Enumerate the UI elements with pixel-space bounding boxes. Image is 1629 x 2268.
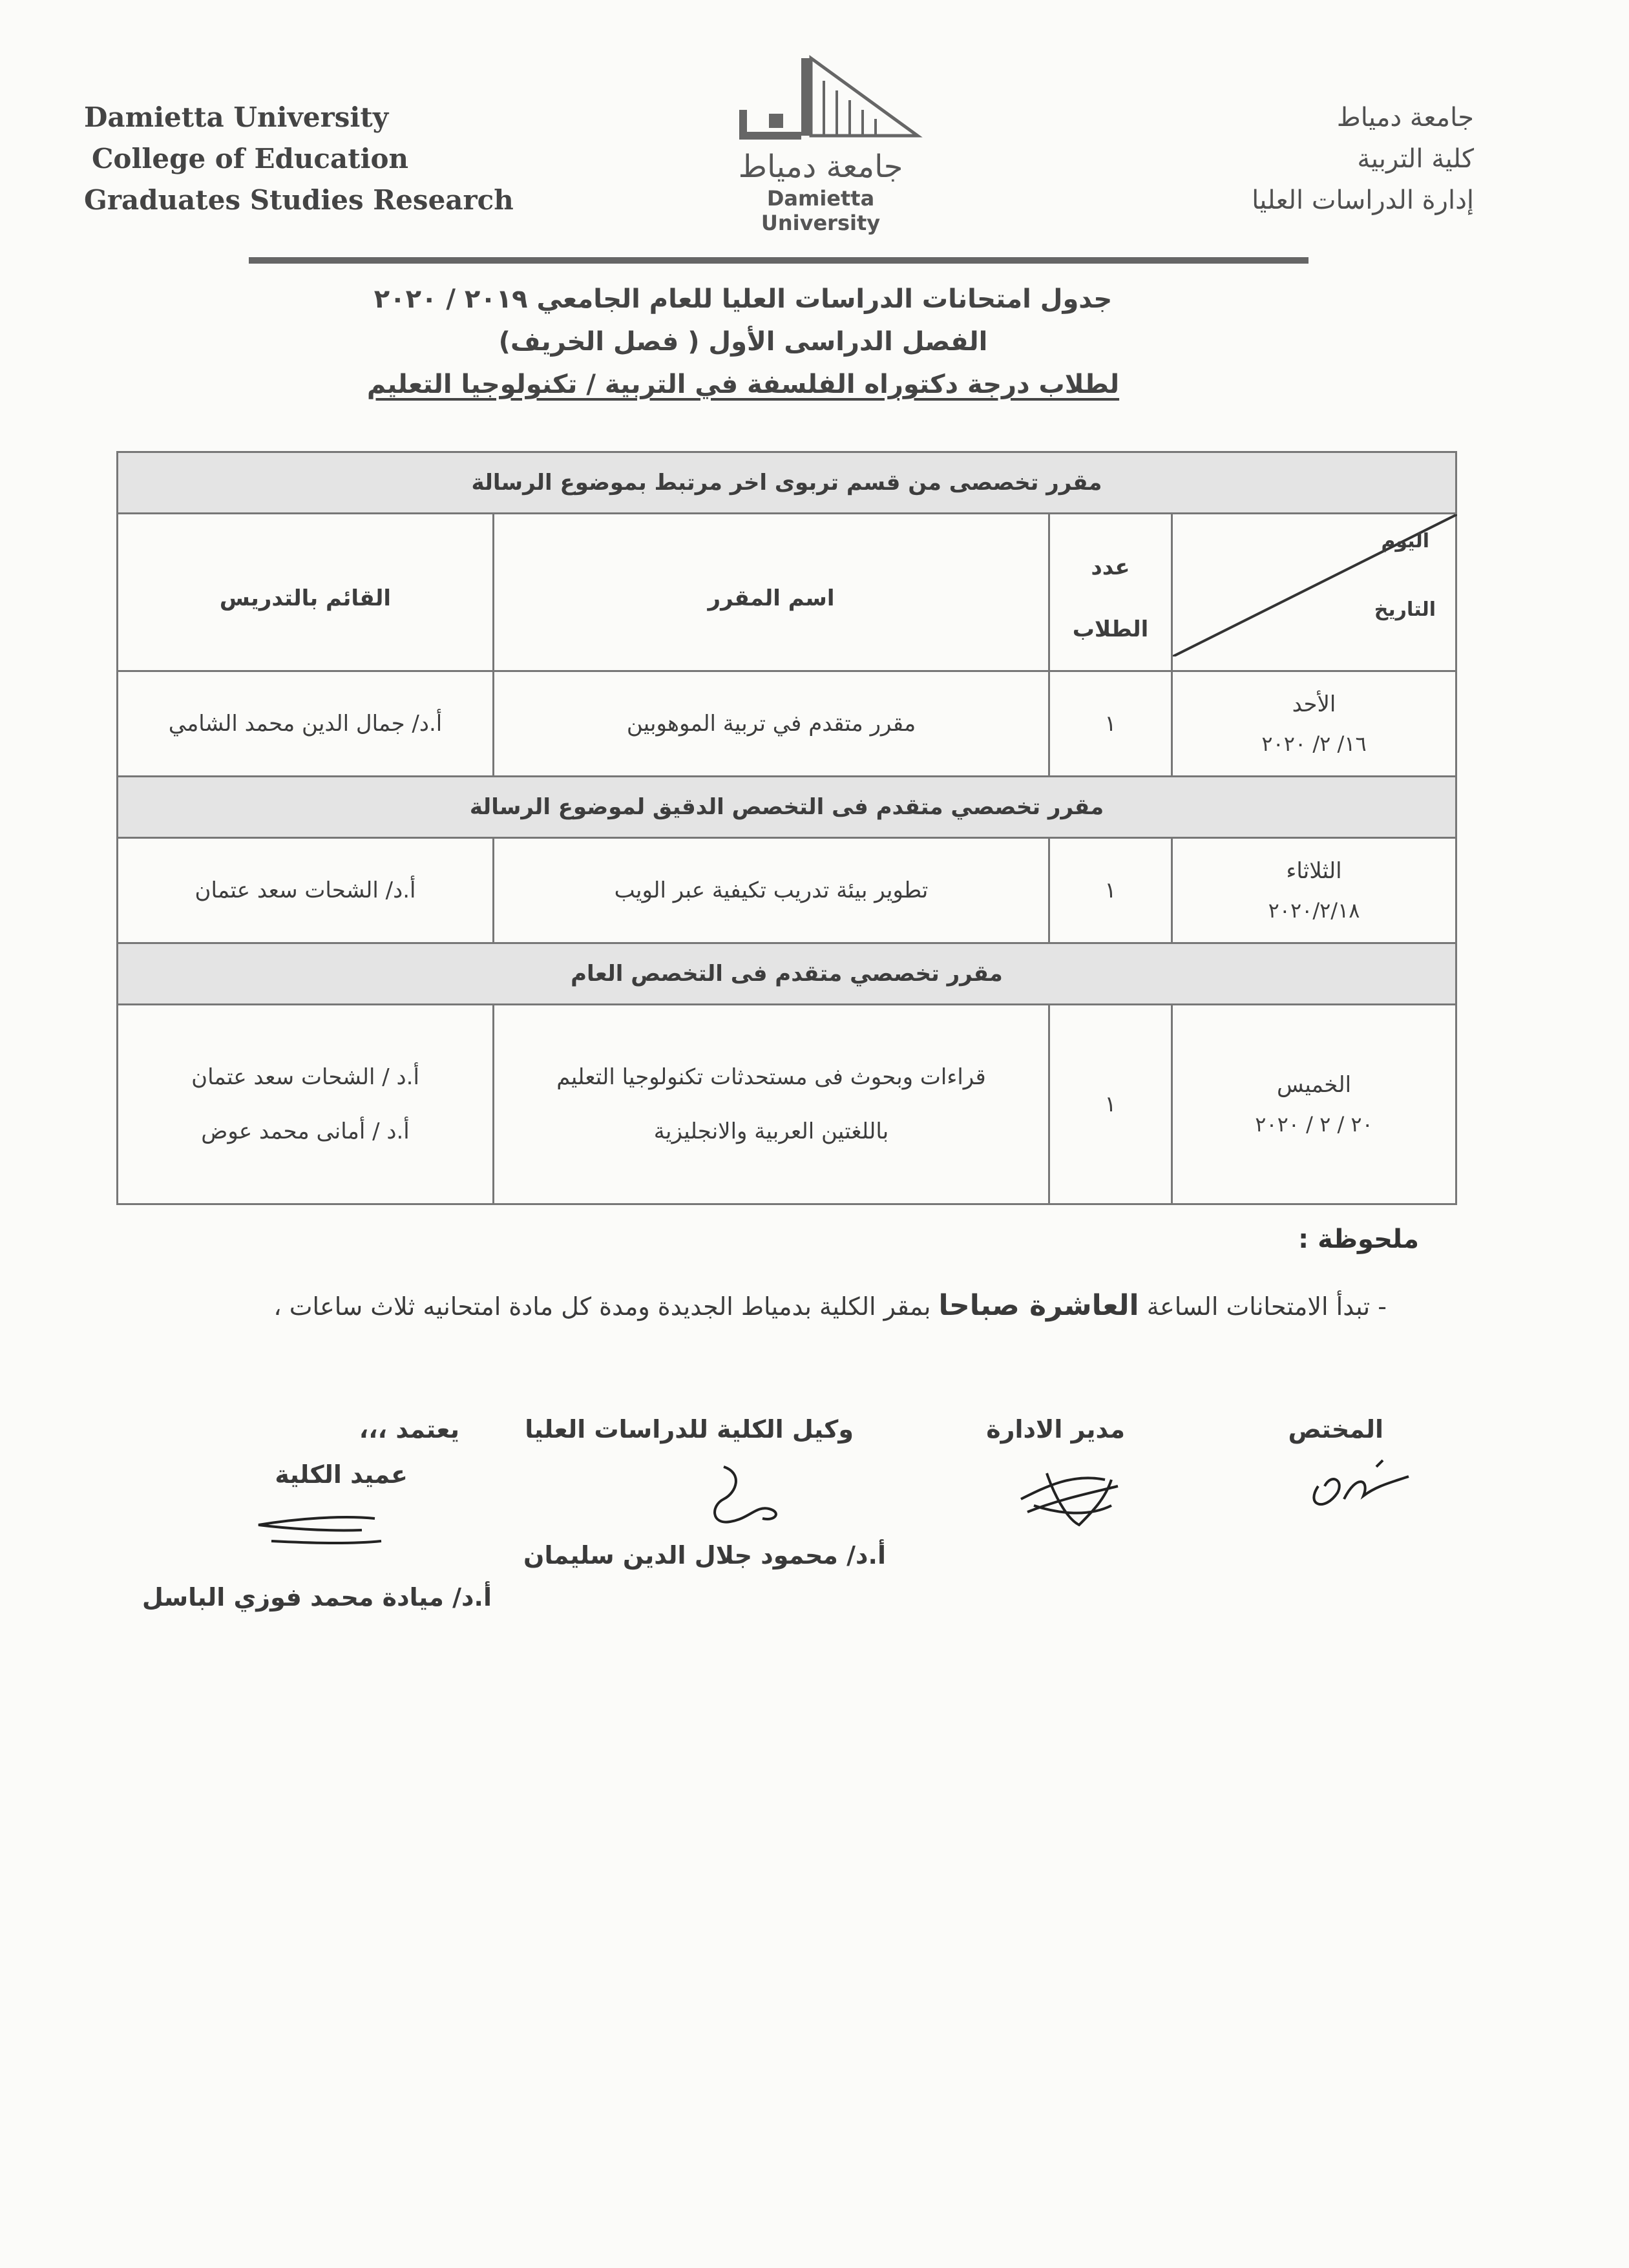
- title-line-2: الفصل الدراسى الأول ( فصل الخريف): [498, 327, 988, 357]
- note-text-time: العاشرة صباحا: [938, 1289, 1139, 1322]
- note-heading: ملحوظة :: [1298, 1224, 1419, 1254]
- college-name-ar: كلية التربية: [1357, 144, 1474, 174]
- instructor-name: أ.د/ جمال الدين محمد الشامي: [168, 711, 443, 737]
- department-name-ar: إدارة الدراسات العليا: [1252, 185, 1474, 215]
- university-name-ar: جامعة دمياط: [1336, 103, 1474, 132]
- header-arabic: [1252, 97, 1474, 221]
- vice-dean-signature-icon: [685, 1454, 795, 1544]
- course-cell: [494, 671, 1049, 777]
- instructor-cell: [118, 1005, 494, 1204]
- exam-date: ١٦/ ٢/ ٢٠٢٠: [1261, 731, 1367, 756]
- dean-name: أ.د/ ميادة محمد فوزي الباسل: [142, 1583, 492, 1612]
- header-count-line2: الطلاب: [1072, 616, 1149, 642]
- header-count-line1: عدد: [1091, 554, 1130, 580]
- section-header-row: [118, 777, 1456, 838]
- table-row: [118, 838, 1456, 943]
- department-name-en: Graduates Studies Research: [84, 184, 514, 216]
- count-cell: ١: [1049, 671, 1172, 777]
- instructor-header-cell: القائم بالتدريس: [118, 514, 494, 671]
- exam-schedule-table: [116, 451, 1457, 1205]
- university-logo: [704, 52, 937, 235]
- dean-signature-icon: [246, 1506, 394, 1557]
- course-cell: [494, 838, 1049, 943]
- count-cell: ١: [1049, 1005, 1172, 1204]
- table-row: [118, 1005, 1456, 1204]
- exam-day: الأحد: [1292, 691, 1336, 717]
- exam-date: ٢٠٢٠/٢/١٨: [1268, 898, 1360, 923]
- note-text: [273, 1289, 1387, 1322]
- day-date-header-cell: [1172, 514, 1456, 671]
- title-line-3: لطلاب درجة دكتوراه الفلسفة في التربية / تكنولوجيا التعليم: [366, 370, 1120, 399]
- vice-dean-name: أ.د/ محمود جلال الدين سليمان: [523, 1541, 886, 1570]
- instructor-cell: [118, 671, 494, 777]
- date-cell: [1172, 838, 1456, 943]
- header-day: اليوم: [1381, 530, 1430, 552]
- dean-title: عميد الكلية: [275, 1460, 408, 1489]
- date-cell: [1172, 1005, 1456, 1204]
- course-name-line2: باللغتين العربية والانجليزية: [653, 1118, 889, 1144]
- section-header-row: [118, 452, 1456, 514]
- section-title: مقرر تخصصي متقدم فى التخصص العام: [118, 943, 1456, 1005]
- logo-emblem-icon: [704, 52, 937, 149]
- university-name-en: Damietta University: [84, 101, 389, 133]
- column-header-row: [118, 514, 1456, 671]
- count-cell: ١: [1049, 838, 1172, 943]
- vice-dean-title: وكيل الكلية للدراسات العليا: [525, 1415, 854, 1444]
- section-title: مقرر تخصصي متقدم فى التخصص الدقيق لموضوع الرسالة: [118, 777, 1456, 838]
- document-titles: [323, 278, 1163, 406]
- course-name: مقرر متقدم في تربية الموهوبين: [626, 711, 916, 737]
- title-line-1: جدول امتحانات الدراسات العليا للعام الجامعي ٢٠١٩ / ٢٠٢٠: [373, 284, 1113, 314]
- director-signature-icon: [1008, 1447, 1131, 1538]
- section-title: مقرر تخصصى من قسم تربوى اخر مرتبط بموضوع الرسالة: [118, 452, 1456, 514]
- instructor-name-1: أ.د / الشحات سعد عتمان: [191, 1064, 419, 1090]
- count-header-cell: [1049, 514, 1172, 671]
- header-divider: [249, 257, 1308, 264]
- course-name: تطوير بيئة تدريب تكيفية عبر الويب: [614, 877, 929, 903]
- course-name-line1: قراءات وبحوث فى مستحدثات تكنولوجيا التعليم: [556, 1064, 986, 1090]
- approved-label: يعتمد ،،،: [359, 1415, 459, 1444]
- director-label: مدير الادارة: [986, 1415, 1125, 1444]
- instructor-name: أ.د/ الشحات سعد عتمان: [194, 877, 416, 903]
- college-name-en: College of Education: [92, 143, 409, 174]
- table-row: [118, 671, 1456, 777]
- exam-day: الثلاثاء: [1286, 858, 1342, 884]
- course-cell: [494, 1005, 1049, 1204]
- exam-date: ٢٠ / ٢ / ٢٠٢٠: [1255, 1112, 1373, 1137]
- logo-text-en: Damietta University: [761, 186, 881, 235]
- header-date: التاريخ: [1374, 598, 1436, 621]
- date-cell: [1172, 671, 1456, 777]
- logo-text-ar: جامعة دمياط: [738, 149, 903, 185]
- exam-day: الخميس: [1277, 1072, 1352, 1098]
- header-english: [84, 97, 514, 221]
- specialist-signature-icon: [1299, 1447, 1422, 1518]
- course-header-cell: اسم المقرر: [494, 514, 1049, 671]
- instructor-cell: [118, 838, 494, 943]
- instructor-name-2: أ.د / أمانى محمد عوض: [201, 1118, 410, 1144]
- note-text-end: بمقر الكلية بدمياط الجديدة ومدة كل مادة امتحانيه ثلاث ساعات ،: [273, 1292, 931, 1321]
- section-header-row: [118, 943, 1456, 1005]
- specialist-label: المختص: [1288, 1415, 1383, 1444]
- note-text-start: - تبدأ الامتحانات الساعة: [1146, 1292, 1387, 1321]
